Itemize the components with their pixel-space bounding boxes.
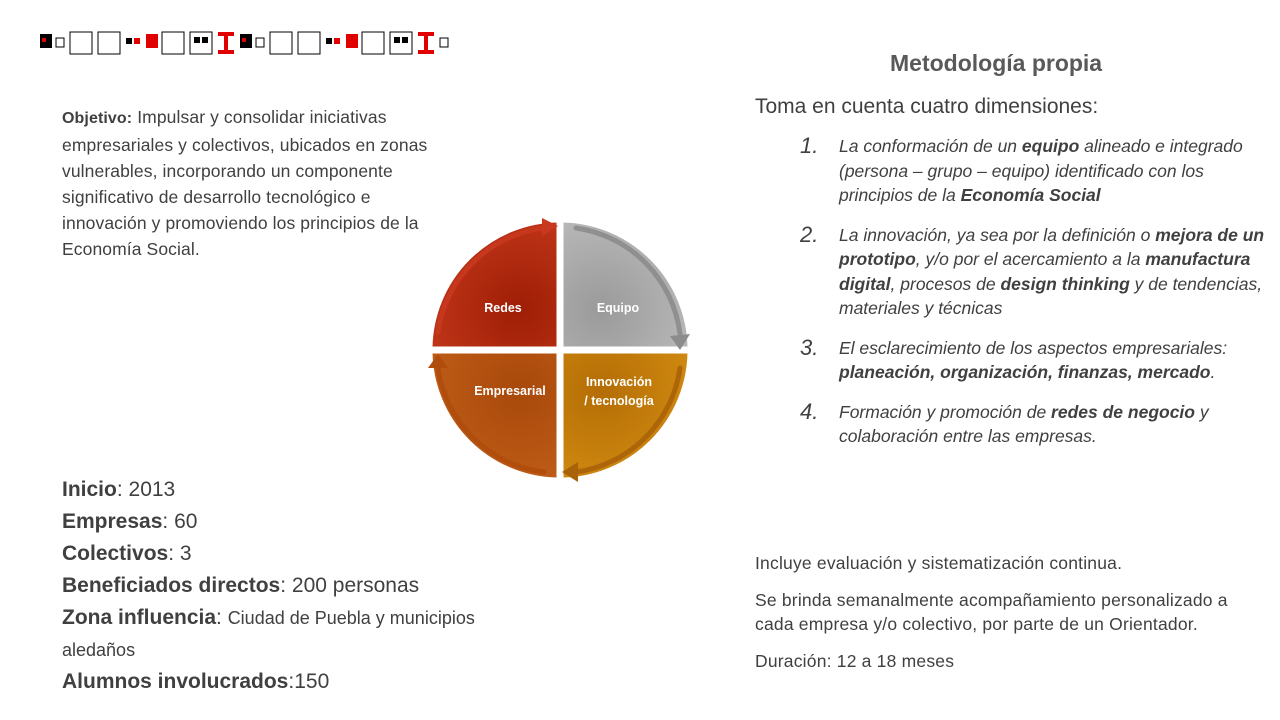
methodology-item <box>755 134 1275 208</box>
segment-equipo <box>563 222 688 347</box>
methodology-item-text: La conformación de un <box>839 136 1022 156</box>
fact-alumnos <box>62 666 492 698</box>
segment-innovacion <box>563 353 688 478</box>
methodology-note: Duración: 12 a 18 meses <box>755 651 955 671</box>
objective-label: Objetivo: <box>62 110 133 127</box>
fact-value: Ciudad de Puebla y municipios aledaños <box>62 608 475 660</box>
fact-empresas <box>62 506 492 538</box>
fact-label: Empresas <box>62 510 163 533</box>
methodology-item-number: 1. <box>800 133 819 158</box>
methodology-list <box>755 134 1275 464</box>
methodology-item-emphasis: equipo <box>1021 136 1080 156</box>
segment-label-redes: Redes <box>484 301 522 315</box>
methodology-item-text: alineado e integrado (persona – grupo – equipo) identificado con los principios de la <box>839 136 1243 205</box>
methodology-item <box>755 336 1275 385</box>
methodology-item-text: El esclarecimiento de los aspectos empresariales: <box>839 337 1228 358</box>
methodology-item-text: y colaboración entre las empresas. <box>839 401 1209 446</box>
fact-value: :150 <box>288 670 330 693</box>
methodology-item-text: Formación y promoción de <box>839 401 1052 422</box>
segment-empresarial <box>432 353 557 478</box>
fact-label: Alumnos involucrados <box>62 670 289 693</box>
methodology-item-number: 3. <box>800 334 819 360</box>
segment-label-empresarial: Empresarial <box>474 384 546 398</box>
methodology-note: Incluye evaluación y sistematización continua. <box>755 553 1123 573</box>
methodology-item-text: La innovación, ya sea por la definición o <box>839 224 1156 245</box>
methodology-item-text: , procesos de <box>890 273 1001 294</box>
fact-colectivos <box>62 538 492 570</box>
methodology-item-emphasis: redes de negocio <box>1051 401 1195 422</box>
fact-value: : 3 <box>168 542 192 565</box>
fact-value: : 200 personas <box>280 574 420 597</box>
methodology-item-number: 2. <box>800 221 819 247</box>
decorative-title-glyphs <box>40 28 520 56</box>
methodology-item <box>755 223 1275 321</box>
glyph-strip-icon <box>40 28 520 56</box>
methodology-item-number: 4. <box>800 398 819 424</box>
methodology-notes <box>755 551 1255 686</box>
methodology-item-emphasis: mejora de un prototipo <box>839 224 1265 269</box>
fact-value: : 60 <box>162 510 198 533</box>
fact-beneficiados <box>62 570 492 602</box>
methodology-title: Metodología propia <box>890 50 1103 76</box>
fact-label: Inicio <box>62 478 117 501</box>
methodology-intro: Toma en cuenta cuatro dimensiones: <box>755 95 1099 118</box>
methodology-item <box>755 400 1275 449</box>
fact-label: Colectivos <box>62 542 169 565</box>
segment-redes <box>432 222 557 347</box>
segment-label-equipo: Equipo <box>596 301 640 315</box>
fact-zona <box>62 602 492 666</box>
methodology-item-emphasis: Economía Social <box>960 185 1101 205</box>
fact-value: : 2013 <box>116 478 176 501</box>
methodology-item-text: , y/o por el acercamiento a la <box>915 249 1146 269</box>
fact-sep: : <box>216 606 228 629</box>
fact-label: Zona influencia <box>62 606 217 629</box>
methodology-item-text: y de tendencias, materiales y técnicas <box>839 273 1263 318</box>
methodology-item-emphasis: planeación, organización, finanzas, mercado <box>839 362 1211 382</box>
objective-text: Impulsar y consolidar iniciativas empresariales y colectivos, ubicados en zonas vulnerables, incorporando un componente significativo de desarrollo tecnológico e innovación y promoviendo los principios de la Economía Social. <box>62 107 428 259</box>
cycle-diagram <box>416 204 706 509</box>
segment-label-innovacion-1: Innovación <box>586 375 652 389</box>
methodology-item-emphasis: design thinking <box>1000 273 1130 294</box>
methodology-item-text: . <box>1210 362 1216 382</box>
segment-label-innovacion-2: / tecnología <box>584 394 654 408</box>
objective-paragraph <box>62 104 434 262</box>
methodology-note: Se brinda semanalmente acompañamiento personalizado a cada empresa y/o colectivo, por parte de un Orientador. <box>755 590 1228 634</box>
fact-label: Beneficiados directos <box>62 574 281 597</box>
methodology-item-emphasis: manufactura digital <box>839 249 1251 294</box>
